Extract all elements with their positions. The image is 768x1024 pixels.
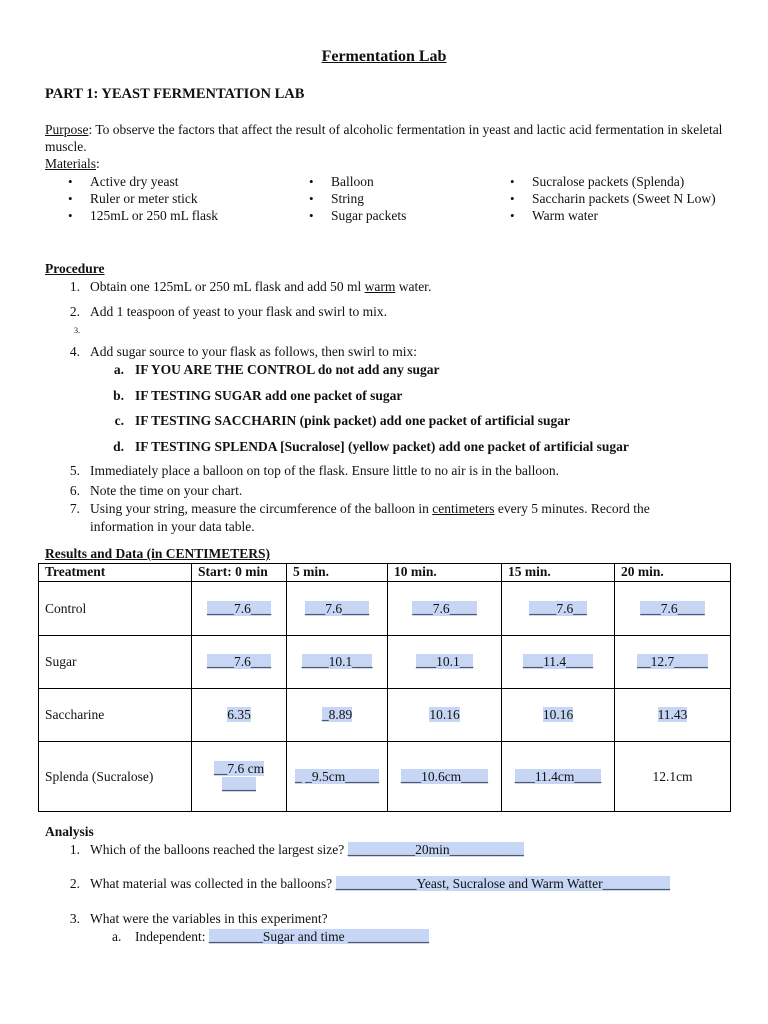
value-cell[interactable] <box>388 636 502 689</box>
part-heading: PART 1: YEAST FERMENTATION LAB <box>45 86 305 102</box>
answer-field[interactable]: __________20min___________ <box>347 842 524 857</box>
question-text: Which of the balloons reached the largest size? <box>90 842 348 857</box>
table-row <box>39 742 731 812</box>
procedure-step: Immediately place a balloon on top of the flask. Ensure little to no air is in the balloon. <box>90 463 560 478</box>
procedure-step: Add 1 teaspoon of yeast to your flask and swirl to mix. <box>90 304 387 319</box>
value-text: ____7.6___ <box>206 600 272 616</box>
value-cell[interactable] <box>615 742 731 812</box>
step-text: every 5 minutes. Record the <box>494 501 650 516</box>
procedure-substep: IF TESTING SACCHARIN (pink packet) add one packet of artificial sugar <box>135 413 571 428</box>
procedure-heading: Procedure <box>45 261 105 276</box>
value-cell[interactable] <box>502 582 615 636</box>
answer-field[interactable]: ____________Yeast, Sucralose and Warm Watter__________ <box>335 876 671 891</box>
table-header: Treatment <box>39 564 192 582</box>
value-text: ___11.4cm____ <box>514 768 602 784</box>
value-cell[interactable] <box>502 742 615 812</box>
purpose-paragraph <box>45 121 725 155</box>
treatment-cell: Splenda (Sucralose) <box>39 742 192 812</box>
procedure-substep: IF TESTING SPLENDA [Sucralose] (yellow packet) add one packet of artificial sugar <box>135 439 629 454</box>
step-text: Obtain one 125mL or 250 mL flask and add 50 ml <box>90 279 365 294</box>
procedure-step-continued: information in your data table. <box>90 519 255 534</box>
materials-heading <box>45 156 100 172</box>
table-header: 10 min. <box>388 564 502 582</box>
value-text: 12.1cm <box>652 768 693 784</box>
step-number: 3. <box>74 326 80 335</box>
question-number: 2. <box>69 876 80 891</box>
results-heading: Results and Data (in CENTIMETERS) <box>45 546 271 561</box>
treatment-cell: Control <box>39 582 192 636</box>
step-number: 2. <box>69 304 80 319</box>
step-number: 7. <box>69 501 80 516</box>
value-cell[interactable] <box>192 742 287 812</box>
table-header-row <box>39 564 731 582</box>
purpose-text: : To observe the factors that affect the result of alcoholic fermentation in yeast and lactic acid fermentation in skeletal muscle. <box>45 122 723 154</box>
table-header: Start: 0 min <box>192 564 287 582</box>
value-text: ____7.6__ <box>529 600 587 616</box>
value-text: __12.7_____ <box>637 654 708 669</box>
procedure-substep: IF YOU ARE THE CONTROL do not add any sugar <box>135 362 440 377</box>
value-cell[interactable] <box>287 689 388 742</box>
value-cell[interactable] <box>192 636 287 689</box>
analysis-heading: Analysis <box>45 824 94 839</box>
material-item: • 125mL or 250 mL flask <box>90 208 218 224</box>
value-cell[interactable] <box>502 636 615 689</box>
question-3: What were the variables in this experiment? <box>90 911 328 926</box>
answer-field[interactable]: ________Sugar and time ____________ <box>208 929 429 944</box>
material-item: • Active dry yeast <box>90 174 178 190</box>
treatment-cell: Saccharine <box>39 689 192 742</box>
step-text-underlined: centimeters <box>432 501 495 516</box>
step-number: 4. <box>69 344 80 359</box>
value-text: ____10.1___ <box>301 654 373 669</box>
question-number: 1. <box>69 842 80 857</box>
step-number: 1. <box>69 279 80 294</box>
procedure-substep: IF TESTING SUGAR add one packet of sugar <box>135 388 403 403</box>
materials-label: Materials <box>45 156 96 171</box>
material-item: • Ruler or meter stick <box>90 191 198 207</box>
question-text: What material was collected in the balloons? <box>90 876 336 891</box>
substep-letter: b. <box>113 388 124 403</box>
procedure-step <box>90 501 650 517</box>
value-cell[interactable] <box>388 689 502 742</box>
question-3a <box>135 929 429 945</box>
question-2 <box>90 876 670 892</box>
value-text-continued: _____ <box>222 776 256 792</box>
value-cell[interactable] <box>502 689 615 742</box>
value-cell[interactable] <box>287 742 388 812</box>
value-text: __7.6 cm <box>213 760 265 776</box>
value-text: ____7.6___ <box>206 654 272 669</box>
value-text: _ _9.5cm_____ <box>295 768 379 784</box>
value-text: ___10.1__ <box>415 654 474 669</box>
value-cell[interactable] <box>192 689 287 742</box>
materials-colon: : <box>95 156 100 171</box>
value-text: 10.16 <box>542 707 574 722</box>
value-text: ___7.6____ <box>640 600 705 616</box>
question-text: Independent: <box>135 929 209 944</box>
results-table <box>38 563 731 812</box>
procedure-step: Note the time on your chart. <box>90 483 243 498</box>
value-text: 11.43 <box>657 707 688 722</box>
value-cell[interactable] <box>388 582 502 636</box>
value-cell[interactable] <box>615 582 731 636</box>
step-text: Using your string, measure the circumference of the balloon in <box>90 501 433 516</box>
value-cell[interactable] <box>615 636 731 689</box>
step-number: 5. <box>69 463 80 478</box>
value-text: ___10.6cm____ <box>400 768 489 784</box>
subquestion-letter: a. <box>112 929 122 944</box>
purpose-label: Purpose <box>45 122 89 137</box>
table-row <box>39 689 731 742</box>
substep-letter: a. <box>113 362 124 377</box>
question-number: 3. <box>69 911 80 926</box>
material-item: • Balloon <box>331 174 374 190</box>
value-cell[interactable] <box>287 582 388 636</box>
value-cell[interactable] <box>192 582 287 636</box>
step-text-underlined: warm <box>364 279 396 294</box>
material-item: • Warm water <box>532 208 598 224</box>
value-text: ___11.4____ <box>522 654 594 669</box>
value-text: ___7.6____ <box>304 600 370 616</box>
value-cell[interactable] <box>287 636 388 689</box>
question-1 <box>90 842 524 858</box>
value-cell[interactable] <box>615 689 731 742</box>
material-item: • Sugar packets <box>331 208 406 224</box>
step-number: 6. <box>69 483 80 498</box>
page-title: Fermentation Lab <box>321 48 447 65</box>
treatment-cell: Sugar <box>39 636 192 689</box>
value-text: 10.16 <box>429 707 460 722</box>
value-text: _8.89 <box>321 707 353 722</box>
procedure-step <box>90 279 431 295</box>
substep-letter: c. <box>114 413 124 428</box>
table-row <box>39 582 731 636</box>
table-header: 5 min. <box>287 564 388 582</box>
table-header: 20 min. <box>615 564 731 582</box>
table-header: 15 min. <box>502 564 615 582</box>
step-text: water. <box>395 279 432 294</box>
material-item: • Sucralose packets (Splenda) <box>532 174 684 190</box>
value-text: ___7.6____ <box>412 600 477 616</box>
procedure-step: Add sugar source to your flask as follows, then swirl to mix: <box>90 344 417 359</box>
substep-letter: d. <box>113 439 124 454</box>
material-item: • String <box>331 191 364 207</box>
value-text: 6.35 <box>227 707 251 722</box>
value-cell[interactable] <box>388 742 502 812</box>
material-item: • Saccharin packets (Sweet N Low) <box>532 191 716 207</box>
table-row <box>39 636 731 689</box>
